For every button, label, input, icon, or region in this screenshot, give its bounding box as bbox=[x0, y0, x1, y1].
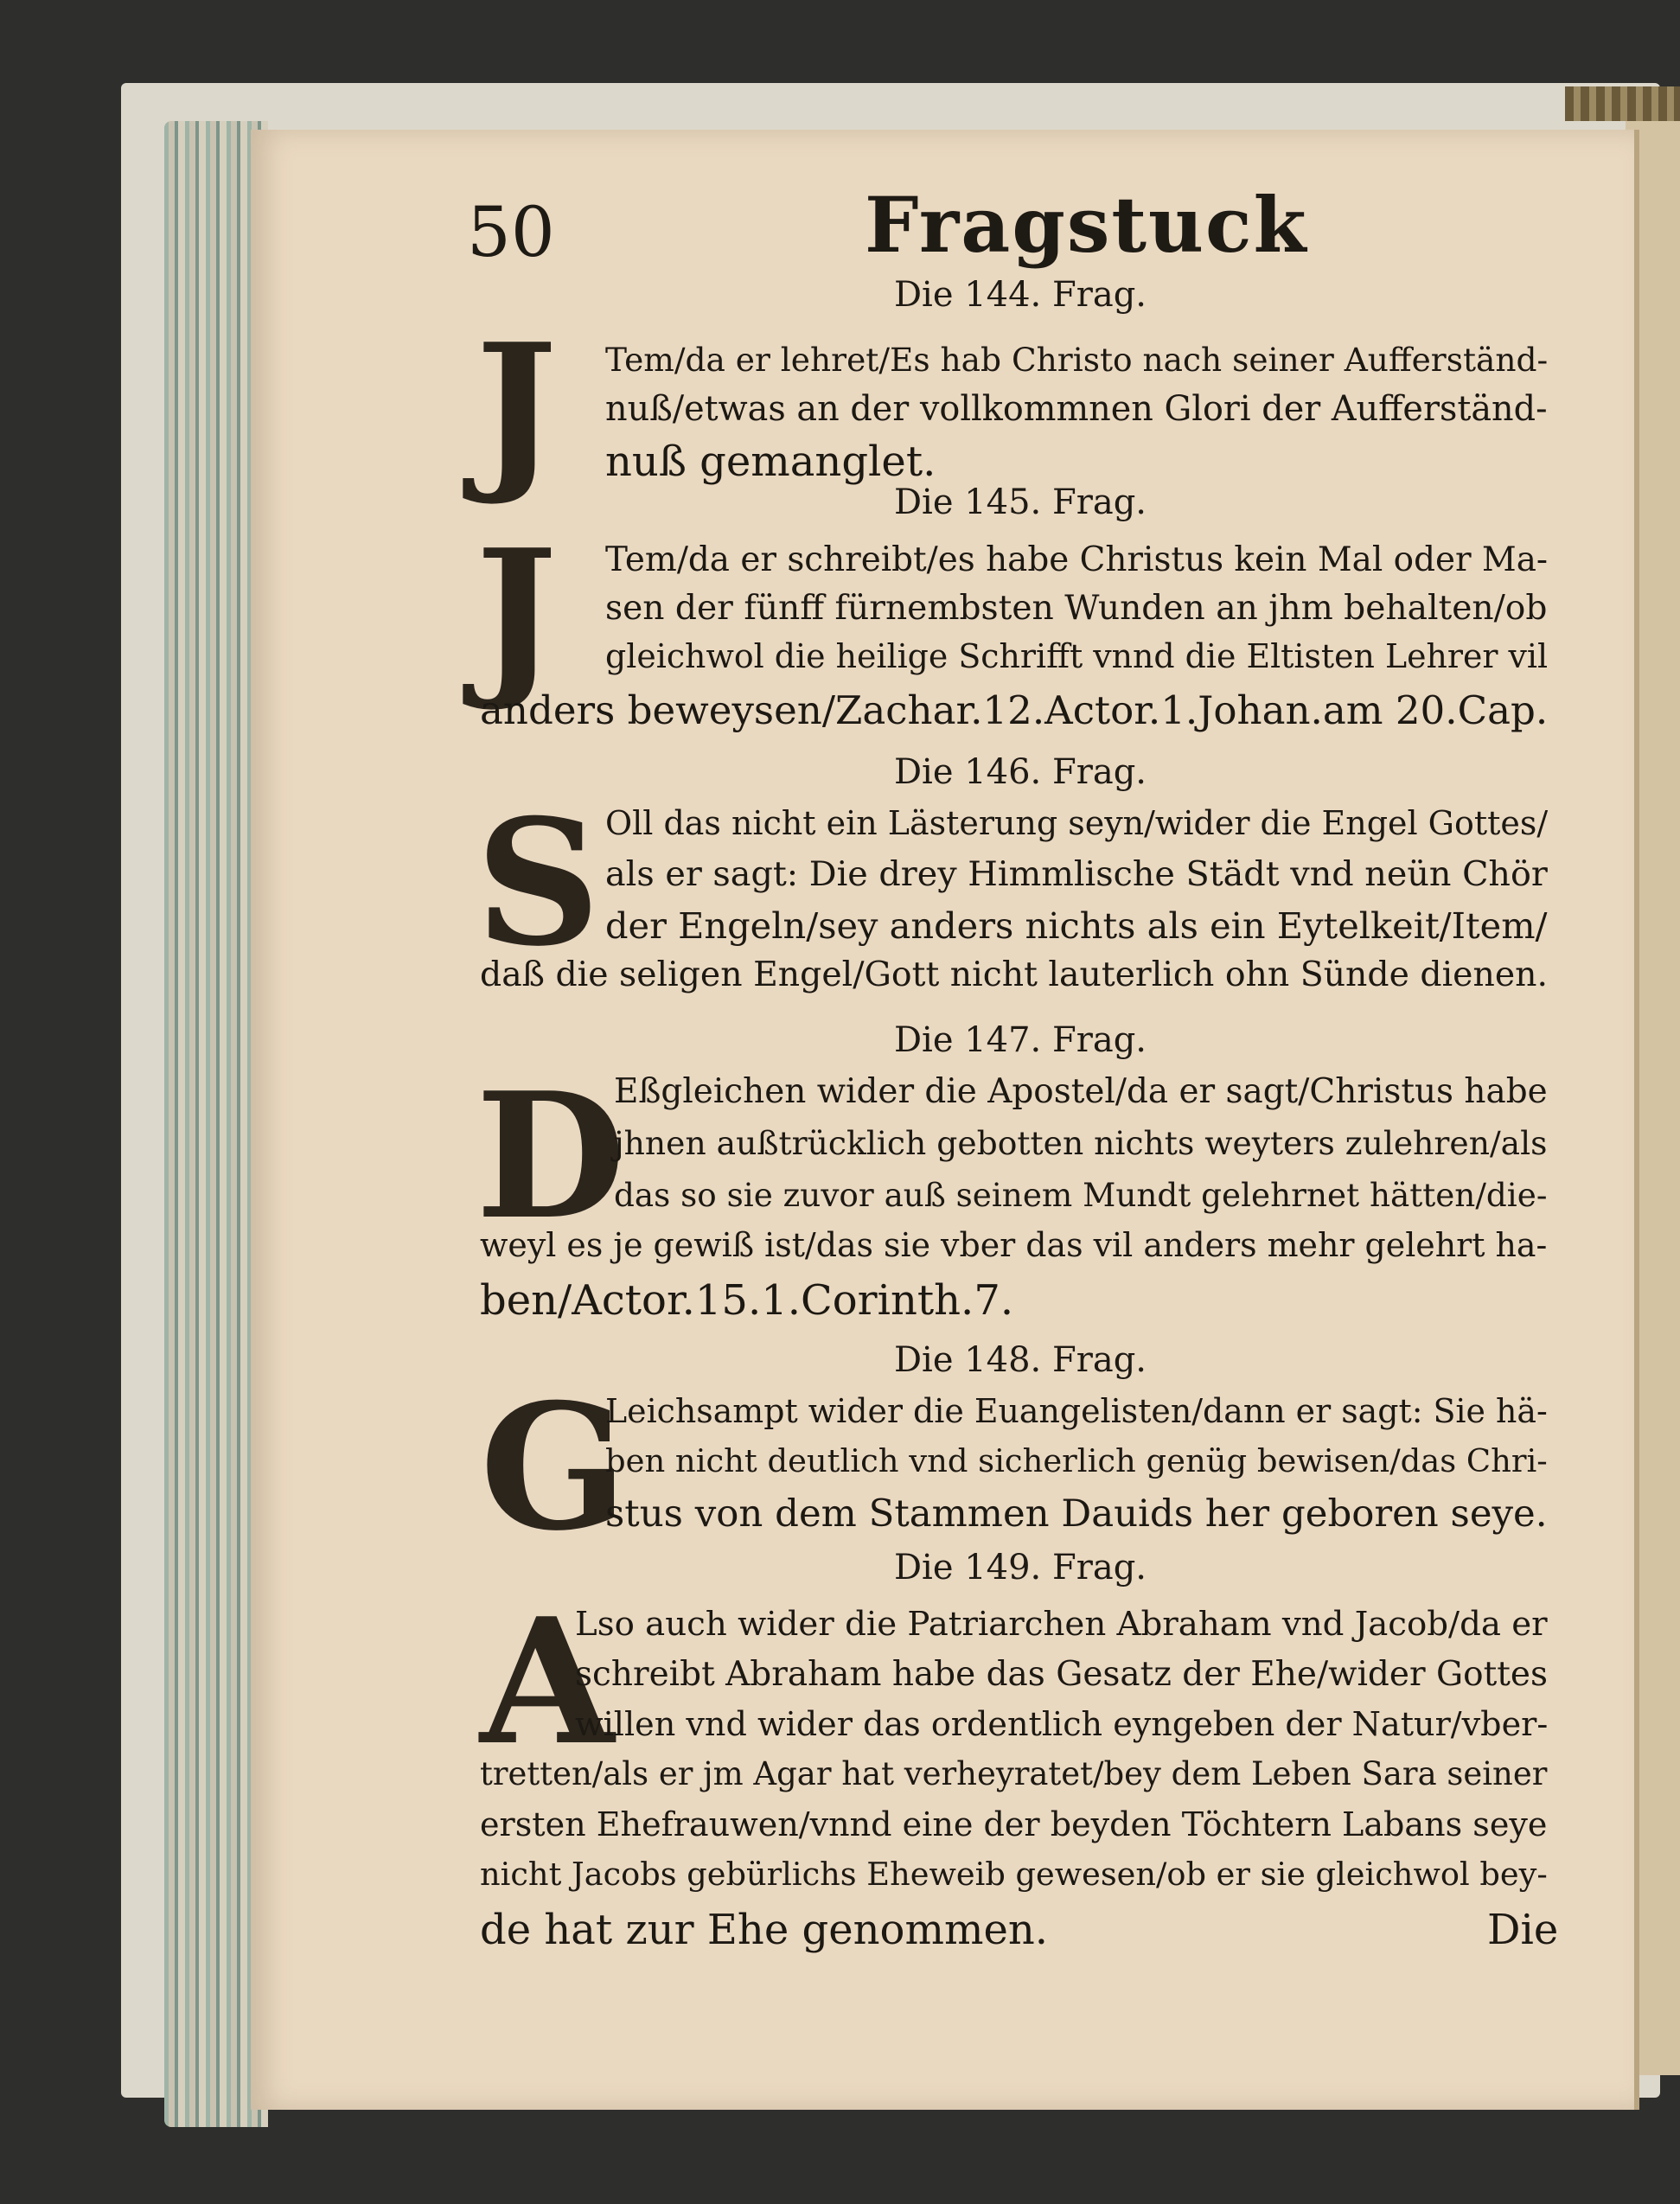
text-line: Oll das nicht ein Lästerung seyn/wider die Engel Gottes/ bbox=[605, 804, 1549, 842]
text-line: das so sie zuvor auß seinem Mundt gelehrnet hätten/die- bbox=[614, 1176, 1548, 1214]
question-heading: Die 146. Frag. bbox=[893, 752, 1147, 792]
drop-initial: J bbox=[476, 306, 558, 509]
text-line: gleichwol die heilige Schrifft vnnd die Eltisten Lehrer vil bbox=[605, 637, 1549, 675]
drop-initial: A bbox=[480, 1581, 615, 1784]
text-line: ben nicht deutlich vnd sicherlich genüg bewisen/das Chri- bbox=[605, 1442, 1548, 1479]
running-head: Fragstuck bbox=[865, 180, 1308, 270]
question-heading: Die 144. Frag. bbox=[893, 275, 1147, 315]
text-line: als er sagt: Die drey Himmlische Städt vnd neün Chör bbox=[605, 854, 1548, 894]
drop-initial: J bbox=[476, 512, 558, 715]
question-heading: Die 145. Frag. bbox=[893, 482, 1147, 522]
text-line: nuß gemanglet. bbox=[605, 438, 936, 486]
text-line: Lso auch wider die Patriarchen Abraham vnd Jacob/da er bbox=[575, 1605, 1548, 1644]
text-line: Tem/da er schreibt/es habe Christus kein Mal oder Ma- bbox=[605, 540, 1549, 579]
text-line: ersten Ehefrauwen/vnnd eine der beyden Töchtern Labans seye bbox=[480, 1805, 1548, 1843]
text-line: de hat zur Ehe genommen. bbox=[480, 1906, 1049, 1954]
catchword: Die bbox=[1487, 1906, 1559, 1954]
text-line: Tem/da er lehret/Es hab Christo nach seiner Aufferständ- bbox=[605, 341, 1549, 379]
drop-initial: S bbox=[476, 782, 601, 985]
text-line: Leichsampt wider die Euangelisten/dann er sagt: Sie hä- bbox=[605, 1392, 1548, 1430]
drop-initial: G bbox=[480, 1366, 628, 1569]
text-line: willen vnd wider das ordentlich eyngeben der Natur/vber- bbox=[575, 1705, 1549, 1743]
drop-initial: D bbox=[476, 1055, 626, 1258]
question-heading: Die 149. Frag. bbox=[893, 1548, 1147, 1588]
text-line: anders beweysen/Zachar.12.Actor.1.Johan.am 20.Cap. bbox=[480, 687, 1549, 733]
text-line: daß die seligen Engel/Gott nicht lauterlich ohn Sünde dienen. bbox=[480, 955, 1548, 994]
text-line: nicht Jacobs gebürlichs Eheweib gewesen/ob er sie gleichwol bey- bbox=[480, 1856, 1548, 1893]
text-line: sen der fünff fürnembsten Wunden an jhm behalten/ob bbox=[605, 589, 1548, 628]
page-number: 50 bbox=[467, 192, 555, 272]
text-line: nuß/etwas an der vollkommnen Glori der Aufferständ- bbox=[605, 389, 1548, 429]
text-line: weyl es je gewiß ist/das sie vber das vil anders mehr gelehrt ha- bbox=[480, 1226, 1548, 1264]
binding-thread bbox=[1565, 86, 1680, 121]
text-line: Eßgleichen wider die Apostel/da er sagt/Christus habe bbox=[614, 1072, 1548, 1111]
text-line: ben/Actor.15.1.Corinth.7. bbox=[480, 1276, 1014, 1325]
question-heading: Die 148. Frag. bbox=[893, 1340, 1147, 1380]
text-line: schreibt Abraham habe das Gesatz der Ehe/wider Gottes bbox=[575, 1655, 1548, 1694]
text-line: tretten/als er jm Agar hat verheyratet/bey dem Leben Sara seiner bbox=[480, 1755, 1548, 1792]
text-line: der Engeln/sey anders nichts als ein Eytelkeit/Item/ bbox=[605, 904, 1548, 947]
text-line: stus von dem Stammen Dauids her geboren seye. bbox=[605, 1492, 1548, 1536]
text-line: jhnen außtrücklich gebotten nichts weyters zulehren/als bbox=[614, 1124, 1548, 1162]
question-heading: Die 147. Frag. bbox=[893, 1020, 1147, 1060]
